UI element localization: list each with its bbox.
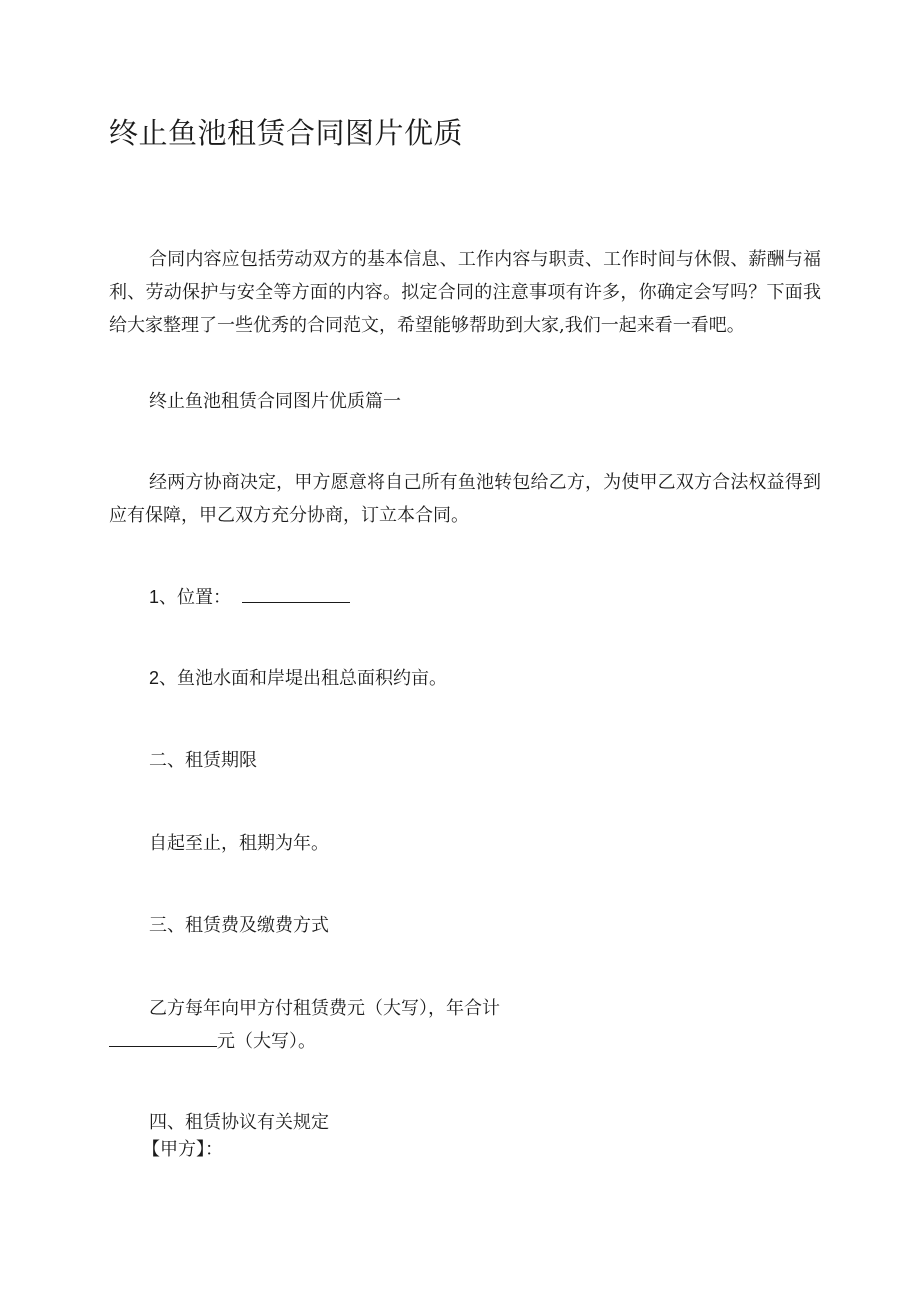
item-area xyxy=(149,663,447,694)
location-blank-line xyxy=(242,582,350,603)
fee-blank-line xyxy=(109,1026,217,1047)
item-location-label: 、位置： xyxy=(159,587,232,608)
clause-4-heading: 四、租赁协议有关规定 xyxy=(149,1112,329,1133)
item-location-number: 1 xyxy=(149,587,160,607)
clause-2-heading: 二、租赁期限 xyxy=(149,750,257,771)
item-location xyxy=(149,582,350,613)
intro-paragraph: 合同内容应包括劳动双方的基本信息、工作内容与职责、工作时间与休假、薪酬与福利、劳动保护与安全等方面的内容。拟定合同的注意事项有许多，你确定会写吗？下面我给大家整理了一些优秀的合同范文，希望能够帮助到大家,我们一起来看一看吧。 xyxy=(109,249,821,336)
section-heading: 终止鱼池租赁合同图片优质篇一 xyxy=(149,391,401,412)
clause-3-text-line1: 乙方每年向甲方付租赁费元（大写），年合计 xyxy=(149,998,500,1019)
clause-3-text-line2: 元（大写）。 xyxy=(217,1031,316,1052)
clause-3-heading: 三、租赁费及缴费方式 xyxy=(149,915,329,936)
clause-3-text-line2-wrapper xyxy=(109,1026,316,1057)
item-area-number: 2 xyxy=(149,668,160,688)
item-area-text: 、鱼池水面和岸堤出租总面积约亩。 xyxy=(159,668,448,689)
preamble-paragraph: 经两方协商决定，甲方愿意将自己所有鱼池转包给乙方，为使甲乙双方合法权益得到应有保障，甲乙双方充分协商，订立本合同。 xyxy=(109,472,821,526)
party-a-label: 【甲方】： xyxy=(142,1139,223,1160)
document-title: 终止鱼池租赁合同图片优质 xyxy=(109,116,464,150)
clause-2-text: 自起至止，租期为年。 xyxy=(149,833,329,854)
